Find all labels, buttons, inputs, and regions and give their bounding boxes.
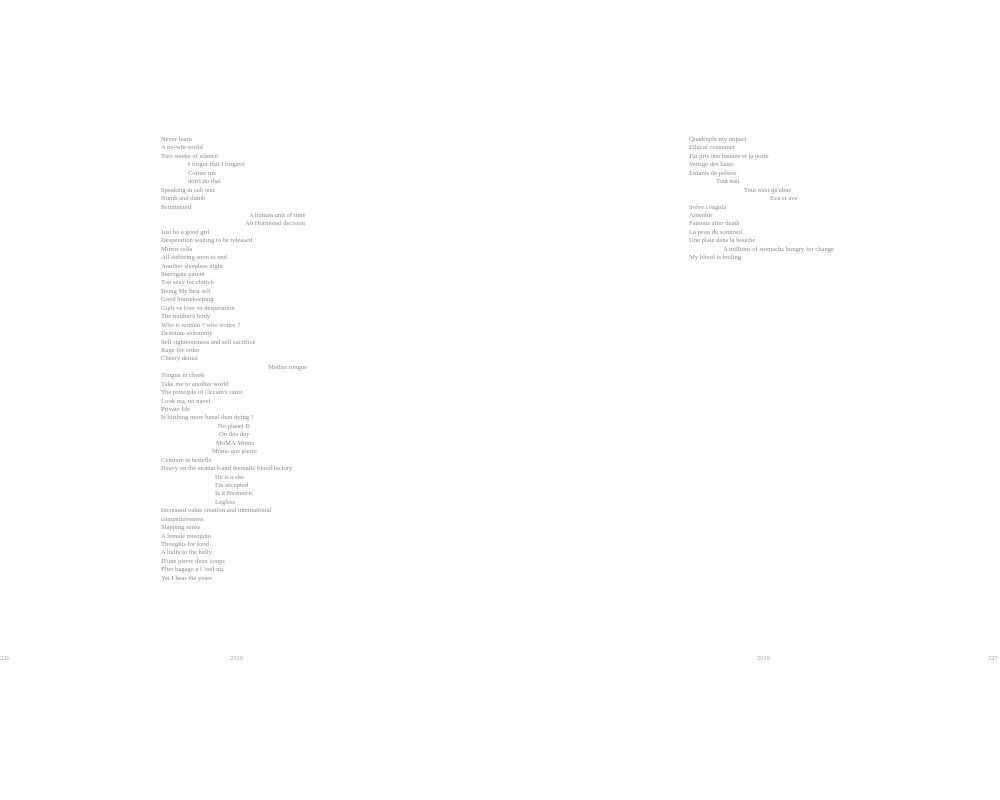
poem-line: D'une pierre deux coups bbox=[161, 557, 225, 565]
right-page bbox=[500, 0, 1000, 800]
poem-line: Mother tongue bbox=[268, 363, 308, 371]
year-right: 2019 bbox=[757, 655, 770, 662]
poem-line: Plier bagage a l 'oeil nu. bbox=[161, 566, 225, 574]
poem-line: Speaking in sub text bbox=[161, 186, 215, 194]
poem-line: Too sexy for church bbox=[161, 279, 214, 287]
poem-line: Cheery denial bbox=[161, 355, 198, 363]
poem-line: All suffering soon to end bbox=[161, 254, 227, 262]
poem-line: Self righteousness and self sacrifice bbox=[161, 338, 256, 346]
poem-line: A no-win world bbox=[161, 144, 203, 152]
poem-line: Tongue in cheek bbox=[161, 372, 205, 380]
poem-line: Vertige des listes bbox=[689, 161, 734, 169]
poem-line: Another sleepless night bbox=[161, 262, 223, 270]
poem-line: The principle of Occam's razor bbox=[161, 389, 243, 397]
poem-line: Desperation waiting to be released bbox=[161, 237, 253, 245]
poem-line: Good housekeeping bbox=[161, 296, 214, 304]
poem-line: Ceinture et bretelle bbox=[161, 456, 212, 464]
page-number-right: 227 bbox=[988, 655, 998, 662]
poem-line: don't do that bbox=[188, 178, 221, 186]
poem-line: Destitute solemnity bbox=[161, 330, 213, 338]
poem-line: Take me to another world bbox=[161, 380, 229, 388]
poem-line: Tout n'est qu'abus bbox=[744, 186, 791, 194]
poem-line: Slapping sense bbox=[161, 524, 201, 532]
poem-line: Heavy on the stomach and thematic blood factory bbox=[161, 465, 293, 473]
poem-line: Enfants de prêtres bbox=[689, 169, 737, 177]
poem-line: A bully to the belly bbox=[161, 549, 212, 557]
poem-line: Just be a good girl bbox=[161, 228, 210, 236]
poem-line: Corner me bbox=[188, 169, 217, 177]
poem-line: Numb and dumb bbox=[161, 195, 206, 203]
poem-line: Tout nait bbox=[716, 178, 740, 186]
page-number-left: 226 bbox=[0, 655, 10, 662]
poem-line: Scrutinized bbox=[161, 203, 192, 211]
poem-line: Legless bbox=[215, 498, 236, 506]
poem-line: My blood is boiling bbox=[689, 254, 742, 262]
poem-line: Look ma, no navel bbox=[161, 397, 211, 405]
poem-line: Never learn bbox=[161, 136, 192, 143]
poem-line: Guilt vs love vs desperation bbox=[161, 304, 235, 312]
poem-line: A human unit of time bbox=[249, 211, 306, 219]
year-left: 2019 bbox=[230, 655, 243, 662]
poem-line: Increased value creation and international bbox=[161, 507, 272, 515]
poem-line: Being My best self bbox=[161, 287, 211, 295]
poem-line: Famous after death bbox=[689, 220, 740, 228]
poem-line: Is birthing more banal than dying ? bbox=[161, 414, 254, 422]
poem-line: Eva et ave bbox=[770, 195, 798, 203]
poem-line: J'ai pris une banane et la porte bbox=[689, 152, 769, 160]
poem-line: An Hormonal decision bbox=[245, 220, 306, 228]
poem-line: Who is written ? who writes ? bbox=[161, 321, 241, 329]
poem-line: competitiveness bbox=[161, 515, 204, 523]
poem-line: I'm accepted bbox=[215, 481, 249, 489]
right-poem bbox=[689, 136, 834, 263]
poem-line: Solve coagula bbox=[689, 203, 727, 211]
poem-line: La peau du sommeil bbox=[689, 228, 743, 236]
poem-line: Two weeks of silence bbox=[161, 152, 218, 160]
poem-line: Ethical consumer bbox=[689, 144, 735, 152]
poem-line: Thoughts for food bbox=[161, 541, 209, 548]
poem-line: No planet B bbox=[218, 422, 250, 430]
poem-line: MoMA Moms bbox=[216, 439, 254, 447]
poem-line: The mother's body bbox=[161, 313, 211, 321]
poem-line: Moms que pierre bbox=[212, 448, 258, 456]
poem-line: Yet I hear the years bbox=[161, 574, 212, 582]
poem-line: A female mosquito bbox=[161, 532, 212, 540]
poem-line: I forgot that I forgave bbox=[188, 161, 245, 169]
poem-line: On this day bbox=[219, 431, 250, 439]
poem-line: A millions of stomachs hungry for change bbox=[723, 245, 834, 253]
poem-line: Surrogate parent bbox=[161, 271, 205, 278]
poem-line: Une plaie dans la bouche bbox=[689, 237, 756, 245]
left-poem bbox=[161, 136, 307, 583]
poem-line: Amenhir bbox=[689, 211, 713, 219]
poem-line: Is it Biometric bbox=[215, 490, 254, 498]
poem-line: He is a she bbox=[215, 473, 244, 481]
poem-line: Rage for order bbox=[161, 346, 200, 354]
poem-line: Quadruple my impact bbox=[689, 136, 747, 143]
poem-line: Private life bbox=[161, 406, 191, 413]
poem-line: Mirror cells bbox=[161, 245, 193, 253]
